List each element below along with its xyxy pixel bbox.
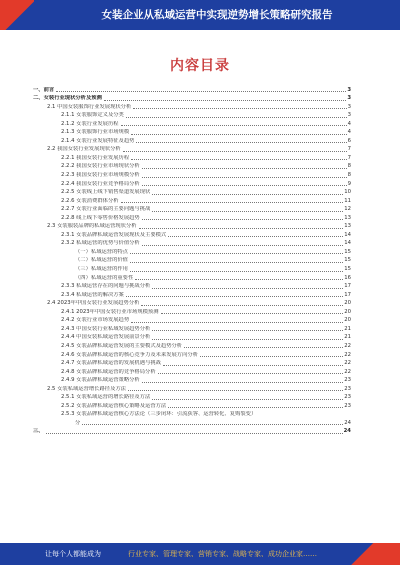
toc-entry-page: 17: [344, 283, 351, 290]
toc-entry-label: 2.2.1 我国女装行业发展历程: [61, 154, 130, 161]
toc-entry[interactable]: [33, 333, 351, 342]
toc-leader-dots: [46, 433, 343, 434]
toc-entry-page: 24: [344, 419, 351, 426]
toc-entry-label: 2.2 我国女装行业发展现状分析: [47, 146, 121, 153]
toc-leader-dots: [139, 228, 344, 229]
footer-accent-stripe: [340, 543, 400, 565]
toc-entry-label: 一、前言: [33, 86, 55, 93]
toc-entry[interactable]: [33, 153, 351, 162]
toc-entry-page: 15: [344, 257, 351, 264]
toc-entry[interactable]: [33, 307, 351, 316]
toc-leader-dots: [152, 194, 343, 195]
toc-leader-dots: [152, 399, 343, 400]
toc-entry-label: （一）私域运营的特点: [75, 248, 128, 255]
toc-entry[interactable]: [33, 264, 351, 273]
toc-entry[interactable]: [33, 222, 351, 231]
toc-entry-page: 23: [344, 377, 351, 384]
toc-entry-page: 23: [344, 402, 351, 409]
toc-leader-dots: [128, 390, 343, 391]
table-of-contents: [33, 85, 351, 435]
toc-leader-dots: [130, 271, 343, 272]
toc-entry-label: 2.4.6 女装品牌私域运营的核心竞争力及未来发展方向分析: [61, 351, 198, 358]
toc-entry-page: 20: [344, 317, 351, 324]
toc-leader-dots: [135, 279, 343, 280]
toc-leader-dots: [142, 382, 344, 383]
toc-entry-label: 2.5.1 女装私域运营的增长路径及方法: [61, 394, 151, 401]
toc-leader-dots: [168, 236, 343, 237]
toc-leader-dots: [123, 151, 347, 152]
toc-entry-label: 2.4 2023年中国女装行业发展趋势分析: [47, 300, 140, 307]
toc-entry-page: 16: [344, 274, 351, 281]
toc-entry-label: 二、女装行业现状分析及预测: [33, 95, 102, 102]
toc-entry[interactable]: [33, 418, 351, 427]
toc-heading: 内容目录: [170, 58, 230, 74]
toc-entry-label: 2.4.3 中国女装行业私域发展趋势分析: [61, 325, 151, 332]
toc-entry-page: 22: [344, 368, 351, 375]
toc-entry-page: 4: [347, 129, 351, 136]
toc-leader-dots: [152, 330, 343, 331]
toc-leader-dots: [126, 296, 343, 297]
toc-entry-label: 2.3.1 女装品牌私域运营发展现状及主要模式: [61, 231, 167, 238]
toc-leader-dots: [142, 185, 347, 186]
toc-leader-dots: [161, 313, 344, 314]
toc-leader-dots: [142, 219, 344, 220]
toc-entry-label: 2.4.5 女装品牌私域运营发展的主要模式及趋势分析: [61, 342, 183, 349]
toc-entry-page: 3: [347, 112, 351, 119]
toc-entry[interactable]: [33, 239, 351, 248]
toc-entry[interactable]: [33, 256, 351, 265]
toc-entry-page: 8: [347, 163, 351, 170]
toc-leader-dots: [133, 108, 346, 109]
toc-entry[interactable]: [33, 162, 351, 171]
toc-entry-page: 13: [344, 223, 351, 230]
toc-entry[interactable]: [33, 119, 351, 128]
toc-entry[interactable]: [33, 230, 351, 239]
toc-entry-page: 9: [347, 180, 351, 187]
toc-entry-page: 14: [344, 231, 351, 238]
toc-entry-page: 23: [344, 394, 351, 401]
toc-entry-label: 2.2.7 女装行业面临的主要问题与挑战: [61, 206, 151, 213]
toc-leader-dots: [142, 168, 347, 169]
toc-entry[interactable]: [33, 273, 351, 282]
toc-entry[interactable]: [33, 213, 351, 222]
toc-entry-page: 20: [344, 300, 351, 307]
toc-entry[interactable]: [33, 290, 351, 299]
toc-entry-page: 21: [344, 325, 351, 332]
toc-entry[interactable]: [33, 367, 351, 376]
toc-leader-dots: [131, 159, 346, 160]
toc-leader-dots: [121, 202, 344, 203]
toc-entry-label: 2.4.2 女装行业市场发展趋势: [61, 317, 130, 324]
toc-leader-dots: [130, 262, 343, 263]
toc-entry[interactable]: [33, 102, 351, 111]
toc-entry-label: 2.3.2 私域运营的优势与价值分析: [61, 240, 140, 247]
toc-entry-page: 7: [347, 154, 351, 161]
toc-leader-dots: [168, 407, 343, 408]
toc-entry-label: 分: [75, 419, 81, 426]
toc-entry-page: 20: [344, 308, 351, 315]
toc-entry[interactable]: [33, 410, 351, 419]
toc-entry[interactable]: [33, 393, 351, 402]
toc-leader-dots: [56, 91, 346, 92]
toc-entry[interactable]: [33, 94, 351, 103]
toc-entry[interactable]: [33, 282, 351, 291]
toc-entry-label: 三、: [33, 428, 44, 435]
toc-entry[interactable]: [33, 427, 351, 436]
toc-leader-dots: [131, 322, 343, 323]
toc-leader-dots: [184, 347, 343, 348]
toc-entry-page: 21: [344, 334, 351, 341]
toc-entry-label: 2.2.5 女装线上线下销售渠道发展现状: [61, 189, 151, 196]
report-title: 女装企业从私域运营中实现逆势增长策略研究报告: [101, 9, 333, 21]
toc-leader-dots: [158, 373, 344, 374]
footer-bar: [0, 543, 400, 565]
toc-leader-dots: [130, 253, 343, 254]
toc-entry[interactable]: [33, 341, 351, 350]
toc-entry-page: 24: [343, 428, 351, 435]
toc-entry-page: 7: [347, 146, 351, 153]
toc-entry-label: 2.3.4 私域运营的解决方案: [61, 291, 124, 298]
toc-leader-dots: [142, 177, 347, 178]
toc-leader-dots: [131, 134, 346, 135]
toc-entry[interactable]: [33, 196, 351, 205]
toc-entry-page: 3: [347, 95, 351, 102]
toc-entry-label: 2.2.8 线上线下零售价格发展趋势: [61, 214, 140, 221]
toc-entry-label: 2.2.2 我国女装行业市场现状分析: [61, 163, 140, 170]
toc-entry-label: 2.1.4 女装行业发展特征及趋势: [61, 137, 135, 144]
toc-entry[interactable]: [33, 350, 351, 359]
header-accent-stripe: [0, 0, 34, 30]
toc-leader-dots: [152, 339, 343, 340]
footer-slogan-right: 行业专家、管理专家、营销专家、战略专家、成功企业家……: [128, 550, 317, 558]
toc-entry[interactable]: [33, 384, 351, 393]
toc-entry-page: 8: [347, 172, 351, 179]
footer-slogan-left: 让每个人都能成为: [45, 550, 101, 558]
toc-entry[interactable]: [33, 85, 351, 94]
toc-entry-label: 2.5.3 女装品牌私域运营核心方法论（三步闭环：引流获客、运营转化、复购裂变）: [61, 411, 257, 418]
toc-entry-label: （二）私域运营的价值: [75, 257, 128, 264]
toc-entry-page: 23: [344, 385, 351, 392]
toc-entry-label: 2.5 女装私域运营增长路径及方法: [47, 385, 126, 392]
toc-entry-page: 10: [344, 189, 351, 196]
toc-leader-dots: [142, 245, 344, 246]
toc-leader-dots: [163, 365, 343, 366]
toc-leader-dots: [152, 288, 343, 289]
toc-leader-dots: [104, 100, 346, 101]
toc-leader-dots: [126, 117, 347, 118]
toc-entry-label: 2.2.4 我国女装行业竞争格局分析: [61, 180, 140, 187]
toc-entry[interactable]: [33, 111, 351, 120]
toc-entry[interactable]: [33, 145, 351, 154]
toc-entry[interactable]: [33, 376, 351, 385]
toc-entry[interactable]: [33, 299, 351, 308]
toc-entry-page: 22: [344, 342, 351, 349]
toc-entry-page: 4: [347, 120, 351, 127]
toc-leader-dots: [121, 125, 347, 126]
toc-entry-page: 13: [344, 214, 351, 221]
toc-entry-page: 3: [347, 103, 351, 110]
toc-entry-label: 2.1.3 女装服饰行业市场规模: [61, 129, 130, 136]
toc-entry-label: 2.4.4 中国女装私域运营发展前景分析: [61, 334, 151, 341]
toc-entry-label: （三）私域运营的作用: [75, 266, 128, 273]
toc-leader-dots: [136, 142, 346, 143]
toc-entry-label: 2.1.1 女装服饰定义及分类: [61, 112, 124, 119]
toc-entry-label: 2.2.6 女装消费群体分析: [61, 197, 119, 204]
toc-entry-label: 2.5.2 女装品牌私域运营核心策略及运营方法: [61, 402, 167, 409]
toc-entry-page: 11: [344, 197, 351, 204]
toc-entry-page: 22: [344, 360, 351, 367]
toc-entry[interactable]: [33, 247, 351, 256]
toc-entry-page: 6: [347, 137, 351, 144]
toc-entry-page: 17: [344, 291, 351, 298]
toc-leader-dots: [152, 211, 343, 212]
toc-entry-page: 22: [344, 351, 351, 358]
toc-leader-dots: [82, 424, 343, 425]
toc-entry[interactable]: [33, 188, 351, 197]
toc-entry[interactable]: [33, 316, 351, 325]
toc-entry[interactable]: [33, 170, 351, 179]
toc-entry-label: 2.4.9 女装品牌私域运营策略分析: [61, 377, 140, 384]
toc-entry[interactable]: [33, 401, 351, 410]
toc-leader-dots: [200, 356, 343, 357]
toc-entry-page: 14: [344, 240, 351, 247]
toc-entry-label: 2.4.8 女装品牌私域运营的竞争格局分析: [61, 368, 156, 375]
toc-entry[interactable]: [33, 359, 351, 368]
toc-entry-page: 15: [344, 266, 351, 273]
toc-entry-label: 2.2.3 我国女装行业市场规模分析: [61, 172, 140, 179]
toc-leader-dots: [141, 305, 343, 306]
toc-entry[interactable]: [33, 179, 351, 188]
header-bar: [0, 0, 400, 30]
toc-entry-label: 2.1 中国女装服饰行业发展现状分析: [47, 103, 132, 110]
toc-entry[interactable]: [33, 128, 351, 137]
toc-entry-label: （四）私域运营的重要性: [75, 274, 134, 281]
toc-entry-page: 3: [347, 86, 351, 93]
toc-entry-label: 2.4.7 女装品牌私域运营的发展机遇与挑战: [61, 360, 161, 367]
toc-entry[interactable]: [33, 324, 351, 333]
toc-entry[interactable]: [33, 205, 351, 214]
toc-entry-page: 15: [344, 248, 351, 255]
toc-entry-label: 2.4.1 2023年中国女装行业市场规模预测: [61, 308, 159, 315]
toc-entry-label: 2.3.3 私域运营存在的问题与挑战分析: [61, 283, 151, 290]
toc-entry-page: 12: [344, 206, 351, 213]
toc-entry-label: 2.3 女装服装品牌的私域运营现状分析: [47, 223, 137, 230]
toc-entry[interactable]: [33, 136, 351, 145]
toc-entry-label: 2.1.2 女装行业发展历程: [61, 120, 119, 127]
